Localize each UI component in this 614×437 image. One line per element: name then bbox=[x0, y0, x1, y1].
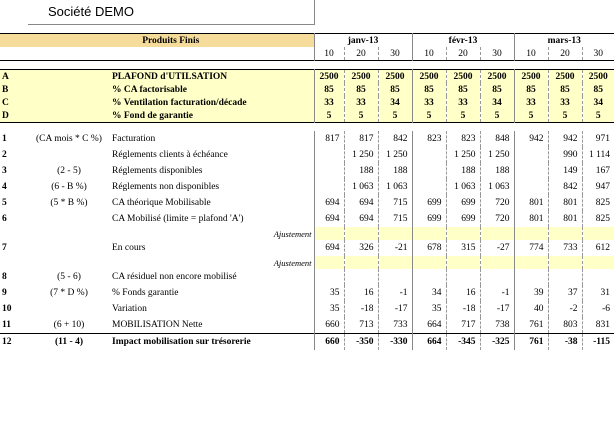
value-cell: 85 bbox=[480, 83, 514, 96]
value-cell: 1 250 bbox=[480, 147, 514, 163]
value-cell: 1 250 bbox=[344, 147, 378, 163]
value-cell: 326 bbox=[344, 240, 378, 256]
value-cell: 2500 bbox=[446, 70, 480, 84]
param-label: PLAFOND d'UTILSATION bbox=[112, 71, 228, 82]
value-cell: 801 bbox=[548, 211, 582, 227]
value-cell: -6 bbox=[582, 301, 614, 317]
value-cell: 37 bbox=[548, 285, 582, 301]
value-cell bbox=[412, 179, 446, 195]
value-cell: 5 bbox=[314, 109, 344, 123]
row-label: En cours bbox=[112, 243, 146, 253]
row-number: 12 bbox=[2, 337, 12, 347]
value-cell: 699 bbox=[446, 211, 480, 227]
value-cell: -1 bbox=[480, 285, 514, 301]
value-cell: 5 bbox=[344, 109, 378, 123]
value-cell: 167 bbox=[582, 163, 614, 179]
value-cell: 699 bbox=[412, 211, 446, 227]
value-cell: 85 bbox=[412, 83, 446, 96]
value-cell: 5 bbox=[480, 109, 514, 123]
value-cell: 761 bbox=[514, 334, 548, 351]
value-cell bbox=[446, 269, 480, 285]
value-cell: 664 bbox=[412, 317, 446, 334]
value-cell: 801 bbox=[548, 195, 582, 211]
param-label: % CA factorisable bbox=[112, 84, 187, 95]
value-cell: 715 bbox=[378, 195, 412, 211]
value-cell: 33 bbox=[548, 96, 582, 109]
param-label: % Ventilation facturation/décade bbox=[112, 97, 247, 108]
value-cell: 694 bbox=[344, 211, 378, 227]
adjust-cell bbox=[480, 256, 514, 269]
value-cell: 34 bbox=[480, 96, 514, 109]
value-cell: 2500 bbox=[344, 70, 378, 84]
value-cell: 5 bbox=[582, 109, 614, 123]
value-cell bbox=[514, 163, 548, 179]
value-cell: 2500 bbox=[314, 70, 344, 84]
value-cell: -1 bbox=[378, 285, 412, 301]
value-cell: 33 bbox=[314, 96, 344, 109]
value-cell: 947 bbox=[582, 179, 614, 195]
value-cell: 1 250 bbox=[378, 147, 412, 163]
decade-header: 30 bbox=[378, 47, 412, 61]
value-cell: 5 bbox=[378, 109, 412, 123]
value-cell bbox=[514, 269, 548, 285]
value-cell: 842 bbox=[378, 131, 412, 147]
row-label: Réglements non disponibles bbox=[112, 182, 220, 192]
value-cell: 2500 bbox=[480, 70, 514, 84]
value-cell bbox=[412, 163, 446, 179]
value-cell: 694 bbox=[344, 195, 378, 211]
value-cell: -17 bbox=[378, 301, 412, 317]
param-code: A bbox=[2, 71, 9, 82]
value-cell: 1 063 bbox=[344, 179, 378, 195]
value-cell: 733 bbox=[378, 317, 412, 334]
value-cell: 35 bbox=[412, 301, 446, 317]
value-cell: 85 bbox=[514, 83, 548, 96]
value-cell: 803 bbox=[548, 317, 582, 334]
adjust-cell bbox=[412, 256, 446, 269]
value-cell: 612 bbox=[582, 240, 614, 256]
value-cell bbox=[412, 147, 446, 163]
row-formula: (7 * D %) bbox=[50, 288, 88, 298]
row-label: CA théorique Mobilisable bbox=[112, 198, 211, 208]
value-cell: 33 bbox=[514, 96, 548, 109]
value-cell: 699 bbox=[412, 195, 446, 211]
value-cell: 5 bbox=[548, 109, 582, 123]
param-label: % Fond de garantie bbox=[112, 110, 194, 121]
value-cell: 188 bbox=[446, 163, 480, 179]
value-cell: 85 bbox=[446, 83, 480, 96]
value-cell: 5 bbox=[446, 109, 480, 123]
decade-header: 20 bbox=[344, 47, 378, 61]
value-cell: 660 bbox=[314, 317, 344, 334]
value-cell: 5 bbox=[514, 109, 548, 123]
row-number: 2 bbox=[2, 150, 7, 160]
value-cell: -38 bbox=[548, 334, 582, 351]
value-cell: 817 bbox=[344, 131, 378, 147]
value-cell: 40 bbox=[514, 301, 548, 317]
value-cell: 801 bbox=[514, 211, 548, 227]
value-cell bbox=[548, 269, 582, 285]
value-cell: 1 114 bbox=[582, 147, 614, 163]
row-label: MOBILISATION Nette bbox=[112, 320, 203, 330]
value-cell bbox=[582, 269, 614, 285]
value-cell: -2 bbox=[548, 301, 582, 317]
row-number: 10 bbox=[2, 304, 12, 314]
decade-header: 30 bbox=[480, 47, 514, 61]
decade-header: 10 bbox=[314, 47, 344, 61]
row-formula bbox=[28, 147, 110, 163]
value-cell: 2500 bbox=[582, 70, 614, 84]
company-title: Société DEMO bbox=[28, 0, 314, 25]
value-cell: 761 bbox=[514, 317, 548, 334]
adjust-label: Ajustement bbox=[273, 228, 312, 239]
row-number: 9 bbox=[2, 288, 7, 298]
row-formula bbox=[28, 301, 110, 317]
value-cell: 188 bbox=[344, 163, 378, 179]
month-header: févr-13 bbox=[412, 34, 514, 48]
value-cell: 738 bbox=[480, 317, 514, 334]
value-cell bbox=[344, 269, 378, 285]
row-formula bbox=[28, 240, 110, 256]
value-cell: 971 bbox=[582, 131, 614, 147]
decade-header: 20 bbox=[548, 47, 582, 61]
row-label: CA résiduel non encore mobilisé bbox=[112, 272, 237, 282]
decade-header: 10 bbox=[412, 47, 446, 61]
value-cell bbox=[412, 269, 446, 285]
param-code: C bbox=[2, 97, 9, 108]
value-cell bbox=[314, 269, 344, 285]
value-cell: 694 bbox=[314, 211, 344, 227]
row-formula: (5 * B %) bbox=[50, 198, 88, 208]
value-cell: -27 bbox=[480, 240, 514, 256]
adjust-cell bbox=[582, 256, 614, 269]
value-cell: 817 bbox=[314, 131, 344, 147]
value-cell: 823 bbox=[446, 131, 480, 147]
row-formula: (5 - 6) bbox=[57, 272, 81, 282]
value-cell: 33 bbox=[446, 96, 480, 109]
value-cell: 35 bbox=[314, 285, 344, 301]
value-cell bbox=[514, 179, 548, 195]
value-cell: 16 bbox=[344, 285, 378, 301]
row-number: 7 bbox=[2, 243, 7, 253]
adjust-cell bbox=[412, 227, 446, 240]
row-number: 4 bbox=[2, 182, 7, 192]
value-cell: 848 bbox=[480, 131, 514, 147]
value-cell bbox=[480, 269, 514, 285]
value-cell: 825 bbox=[582, 211, 614, 227]
row-label: Variation bbox=[112, 304, 147, 314]
value-cell: 34 bbox=[378, 96, 412, 109]
row-formula bbox=[28, 211, 110, 227]
value-cell: 733 bbox=[548, 240, 582, 256]
row-number: 3 bbox=[2, 166, 7, 176]
decade-header: 30 bbox=[582, 47, 614, 61]
value-cell: 34 bbox=[582, 96, 614, 109]
adjust-cell bbox=[378, 227, 412, 240]
value-cell: 31 bbox=[582, 285, 614, 301]
value-cell: 678 bbox=[412, 240, 446, 256]
value-cell: 2500 bbox=[514, 70, 548, 84]
row-formula: (11 - 4) bbox=[55, 337, 83, 347]
row-formula: (2 - 5) bbox=[57, 166, 81, 176]
value-cell: 1 250 bbox=[446, 147, 480, 163]
value-cell: 990 bbox=[548, 147, 582, 163]
value-cell: -18 bbox=[344, 301, 378, 317]
value-cell: 34 bbox=[412, 285, 446, 301]
decade-header: 10 bbox=[514, 47, 548, 61]
value-cell bbox=[378, 269, 412, 285]
value-cell: 942 bbox=[514, 131, 548, 147]
value-cell: -21 bbox=[378, 240, 412, 256]
value-cell bbox=[314, 179, 344, 195]
value-cell: 85 bbox=[378, 83, 412, 96]
row-number: 11 bbox=[2, 320, 11, 330]
value-cell: 35 bbox=[314, 301, 344, 317]
adjust-cell bbox=[514, 256, 548, 269]
adjust-cell bbox=[480, 227, 514, 240]
month-header: janv-13 bbox=[314, 34, 412, 48]
value-cell: 188 bbox=[378, 163, 412, 179]
value-cell bbox=[314, 147, 344, 163]
adjust-cell bbox=[446, 227, 480, 240]
adjust-cell bbox=[548, 227, 582, 240]
value-cell: 1 063 bbox=[378, 179, 412, 195]
row-label: % Fonds garantie bbox=[112, 288, 179, 298]
value-cell: -330 bbox=[378, 334, 412, 351]
adjust-cell bbox=[344, 227, 378, 240]
value-cell bbox=[314, 163, 344, 179]
row-number: 1 bbox=[2, 134, 7, 144]
value-cell: 720 bbox=[480, 195, 514, 211]
value-cell: 717 bbox=[446, 317, 480, 334]
row-number: 5 bbox=[2, 198, 7, 208]
adjust-cell bbox=[314, 256, 344, 269]
value-cell: -345 bbox=[446, 334, 480, 351]
row-label: Réglements clients à échéance bbox=[112, 150, 228, 160]
adjust-cell bbox=[344, 256, 378, 269]
value-cell: 699 bbox=[446, 195, 480, 211]
row-number: 8 bbox=[2, 272, 7, 282]
param-code: B bbox=[2, 84, 9, 95]
row-number: 6 bbox=[2, 214, 7, 224]
row-formula: (CA mois * C %) bbox=[36, 134, 102, 144]
row-label: Impact mobilisation sur trésorerie bbox=[112, 337, 251, 347]
value-cell: 2500 bbox=[378, 70, 412, 84]
section-title: Produits Finis bbox=[28, 34, 314, 48]
value-cell: 1 063 bbox=[480, 179, 514, 195]
value-cell: 188 bbox=[480, 163, 514, 179]
value-cell: 85 bbox=[582, 83, 614, 96]
value-cell: 664 bbox=[412, 334, 446, 351]
value-cell: 660 bbox=[314, 334, 344, 351]
value-cell: -18 bbox=[446, 301, 480, 317]
value-cell: 942 bbox=[548, 131, 582, 147]
adjust-cell bbox=[446, 256, 480, 269]
value-cell: 774 bbox=[514, 240, 548, 256]
value-cell: 85 bbox=[314, 83, 344, 96]
value-cell: 842 bbox=[548, 179, 582, 195]
value-cell: 33 bbox=[344, 96, 378, 109]
value-cell: 694 bbox=[314, 195, 344, 211]
row-label: Facturation bbox=[112, 134, 156, 144]
value-cell: 16 bbox=[446, 285, 480, 301]
adjust-cell bbox=[582, 227, 614, 240]
value-cell: -325 bbox=[480, 334, 514, 351]
adjust-cell bbox=[548, 256, 582, 269]
value-cell: 825 bbox=[582, 195, 614, 211]
value-cell: 85 bbox=[344, 83, 378, 96]
adjust-cell bbox=[514, 227, 548, 240]
row-label: CA Mobilisé (limite = plafond 'A') bbox=[112, 214, 244, 224]
row-formula: (6 - B %) bbox=[51, 182, 87, 192]
value-cell: -115 bbox=[582, 334, 614, 351]
value-cell: 2500 bbox=[412, 70, 446, 84]
value-cell: 5 bbox=[412, 109, 446, 123]
value-cell bbox=[514, 147, 548, 163]
value-cell: 1 063 bbox=[446, 179, 480, 195]
value-cell: 720 bbox=[480, 211, 514, 227]
value-cell: 85 bbox=[548, 83, 582, 96]
value-cell: 149 bbox=[548, 163, 582, 179]
value-cell: 315 bbox=[446, 240, 480, 256]
value-cell: 801 bbox=[514, 195, 548, 211]
value-cell: -350 bbox=[344, 334, 378, 351]
adjust-label: Ajustement bbox=[273, 257, 312, 268]
value-cell: 694 bbox=[314, 240, 344, 256]
value-cell: 39 bbox=[514, 285, 548, 301]
value-cell: -17 bbox=[480, 301, 514, 317]
value-cell: 715 bbox=[378, 211, 412, 227]
adjust-cell bbox=[314, 227, 344, 240]
value-cell: 713 bbox=[344, 317, 378, 334]
row-formula: (6 + 10) bbox=[53, 320, 85, 330]
decade-header: 20 bbox=[446, 47, 480, 61]
value-cell: 831 bbox=[582, 317, 614, 334]
param-code: D bbox=[2, 110, 9, 121]
value-cell: 823 bbox=[412, 131, 446, 147]
row-label: Réglements disponibles bbox=[112, 166, 203, 176]
value-cell: 33 bbox=[412, 96, 446, 109]
value-cell: 2500 bbox=[548, 70, 582, 84]
month-header: mars-13 bbox=[514, 34, 614, 48]
adjust-cell bbox=[378, 256, 412, 269]
